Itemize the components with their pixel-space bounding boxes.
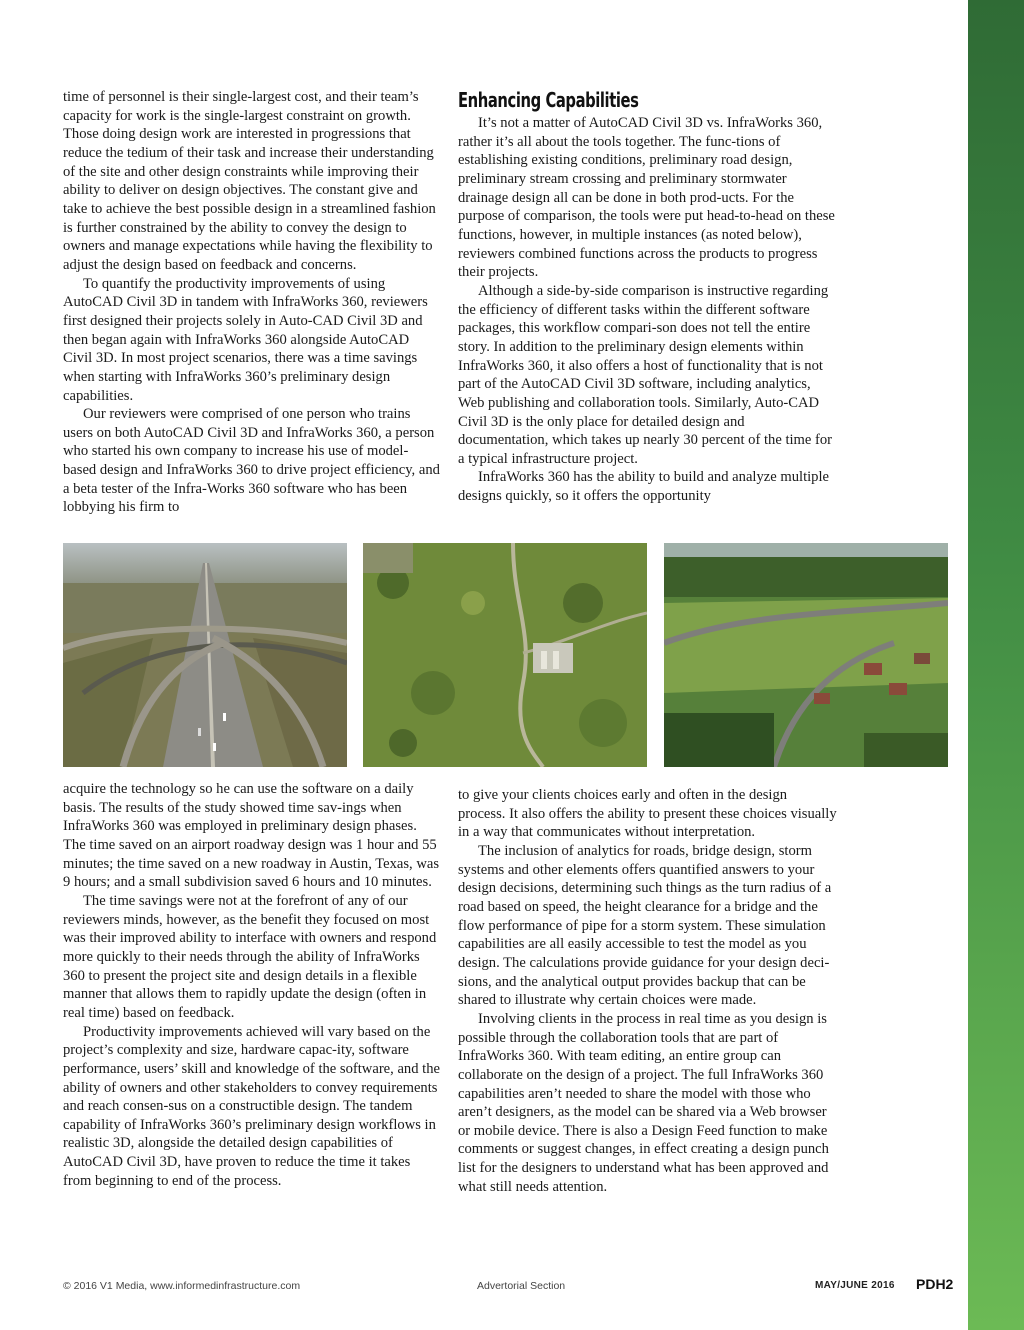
paragraph: To quantify the productivity improvements of using AutoCAD Civil 3D in tandem with InfraWorks 360, reviewers first designed their projects solely in Auto-CAD Civil 3D and then began again with InfraWorks 360 alongside AutoCAD Civil 3D. In most project scenarios, there was a time savings when starting with InfraWorks 360’s preliminary design capabilities. [63,275,428,404]
paragraph: Our reviewers were comprised of one person who trains users on both AutoCAD Civil 3D and InfraWorks 360, a person who started his own company to increase his use of model-based design and InfraWorks 360 to drive project efficiency, and a beta tester of the Infra-Works 360 software who has been lobbying his firm to [63,406,440,516]
footer-copyright: © 2016 V1 Media, www.informedinfrastructure.com [63,1280,301,1292]
decorative-green-bar [968,0,1024,1330]
paragraph: The time savings were not at the forefront of any of our reviewers minds, however, as the benefit they focused on most was their improved ability to interface with owners and respond more quickly to their needs through the ability of InfraWorks 360 to present the project site and design details in a flexible manner that allows them to rapidly update the design (often in real time) based on feedback. [63,892,437,1021]
photo-subdivision [664,543,948,767]
paragraph: The inclusion of analytics for roads, bridge design, storm systems and other elements offers quantified answers to your design decisions, determining such things as the turn radius of a road based on speed, the height clearance for a bridge and the flow performance of pipe for a storm system. These simulation capabilities are all easily accessible to test the model as you design. The calculations provide guidance for your design deci-sions, and the analytical output provides backup that can be shared to illustrate why certain choices were made. [458,842,832,1009]
photo-highway-interchange [63,543,347,767]
paragraph: Involving clients in the process in real time as you design is possible through the collaboration tools that are part of InfraWorks 360. With team editing, an entire group can collaborate on the design of a project. The full InfraWorks 360 capabilities aren’t needed to share the model with those who aren’t designers, as the model can be shared via a Web browser or mobile device. There is also a Design Feed function to make comments or suggest changes, in effect creating a design punch list for the designers to understand what has been approved and what still needs attention. [458,1010,829,1195]
photo-aerial-site [363,543,647,767]
paragraph: It’s not a matter of AutoCAD Civil 3D vs. InfraWorks 360, rather it’s all about the tools together. The func-tions of establishing existing conditions, preliminary road design, preliminary stream crossing and preliminary stormwater drainage design all can be done in both prod-ucts. For the purpose of comparison, the tools were put head-to-head on these functions, however, in multiple instances (as noted below), reviewers combined functions across the products to progress their projects. [458,115,835,281]
paragraph: time of personnel is their single-largest cost, and their team’s capacity for work is the single-largest constraint on growth. Those doing design work are interested in progressions that reduce the tedium of their task and increase their understanding of the site and other design constraints while improving their ability to deliver on design objectives. The constant give and take to achieve the best possible design in a streamlined fashion is further constrained by the ability to convey the design to owners and manage expectations while having the flexibility to adjust the design based on feedback and concerns. [63,89,436,273]
paragraph: Productivity improvements achieved will vary based on the project’s complexity and size, hardware capac-ity, software performance, users’ skill and knowledge of the software, and the ability of owners and other stakeholders to convey requirements and reach consen-sus on a constructible design. The tandem capability of InfraWorks 360’s preliminary design workflows in realistic 3D, alongside the detailed design capabilities of AutoCAD Civil 3D, have proven to reduce the time it takes from beginning to end of the process. [63,1023,441,1189]
column-top-left [63,88,441,517]
column-bottom-left [63,780,441,1190]
column-bottom-right [458,786,838,1196]
section-heading: Enhancing Capabilities [458,88,639,112]
paragraph: to give your clients choices early and often in the design process. It also offers the ability to present these choices visually in a way that communicates without interpretation. [458,787,837,841]
page-number: PDH2 [916,1276,954,1292]
paragraph: Although a side-by-side comparison is instructive regarding the efficiency of different tasks within the different software packages, this workflow compari-son does not tell the entire story. In addition to the preliminary design elements within InfraWorks 360, it also offers a host of functionality that is not part of the AutoCAD Civil 3D software, including analytics, Web publishing and collaboration tools. Similarly, Auto-CAD Civil 3D is the only place for detailed design and documentation, which takes up nearly 30 percent of the time for a typical infrastructure project. [458,282,833,467]
footer-issue-date: MAY/JUNE 2016 [815,1280,895,1291]
paragraph: InfraWorks 360 has the ability to build and analyze multiple designs quickly, so it offers the opportunity [458,469,830,505]
column-top-right [458,88,838,506]
paragraph: acquire the technology so he can use the software on a daily basis. The results of the study showed time sav-ings when InfraWorks 360 was employed in preliminary design phases. The time saved on an airport roadway design was 1 hour and 55 minutes; the time saved on a new roadway in Austin, Texas, was 9 hours; and a small subdivision saved 6 hours and 10 minutes. [63,781,440,891]
footer-section-label: Advertorial Section [477,1280,566,1292]
